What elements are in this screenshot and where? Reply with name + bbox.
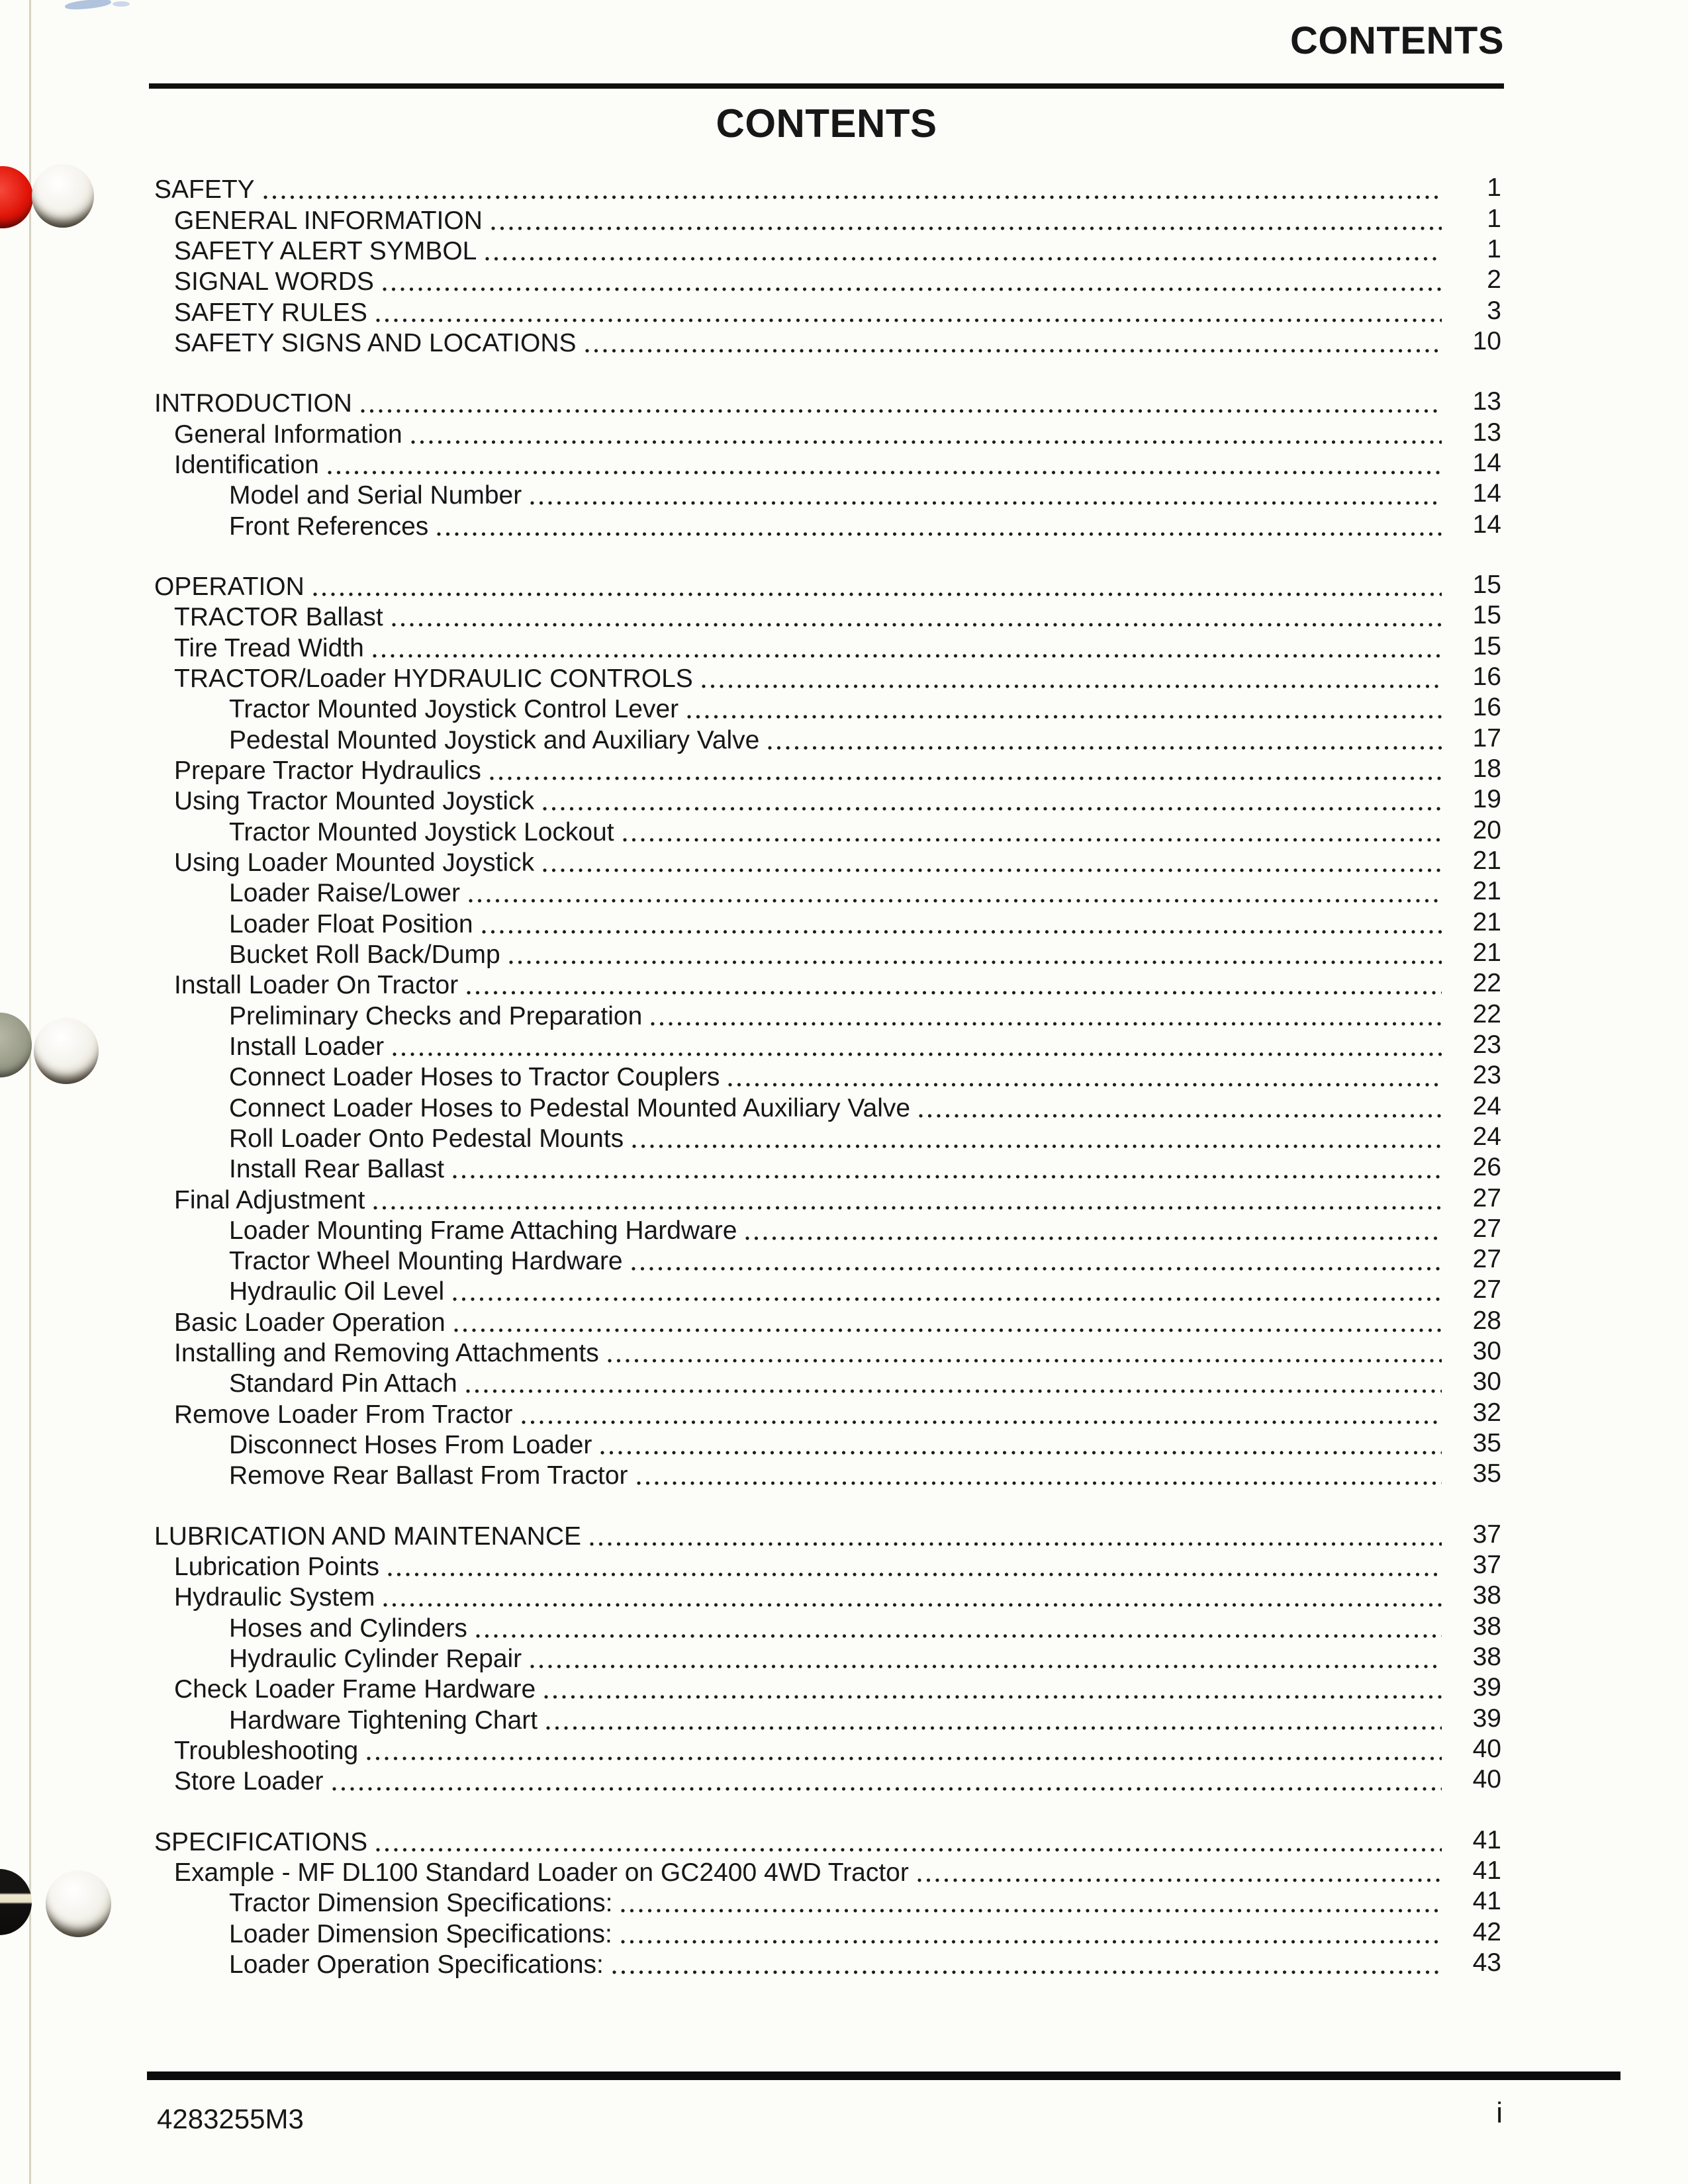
toc-entry [154, 969, 1501, 1003]
toc-entry [154, 418, 1501, 451]
toc-entry-label: Identification [174, 450, 319, 479]
toc-entry-page: 14 [1472, 479, 1501, 508]
toc-entry-label: Remove Loader From Tractor [174, 1400, 513, 1429]
toc-entry [154, 662, 1501, 696]
binder-ring-black [0, 1869, 32, 1935]
toc-entry-label: Connect Loader Hoses to Pedestal Mounted Auxiliary Valve [229, 1093, 911, 1122]
toc-entry [154, 1735, 1501, 1768]
footer-rule [147, 2071, 1620, 2080]
toc-dot-leader [590, 1542, 1442, 1546]
toc-entry-label: Tractor Mounted Joystick Control Lever [229, 695, 679, 724]
toc-entry [154, 570, 1501, 604]
toc-entry-label: SAFETY [154, 175, 255, 205]
toc-entry [154, 877, 1501, 911]
toc-entry-label: OPERATION [154, 572, 305, 601]
toc-dot-leader [623, 838, 1442, 842]
toc-entry [154, 1122, 1501, 1156]
toc-entry-page: 26 [1472, 1153, 1501, 1182]
toc-entry-label: GENERAL INFORMATION [174, 206, 483, 235]
toc-dot-leader [621, 1940, 1442, 1944]
toc-entry [154, 1306, 1501, 1340]
toc-dot-leader [332, 1787, 1442, 1791]
toc-entry [154, 1061, 1501, 1095]
toc-entry [154, 448, 1501, 482]
toc-entry-page: 40 [1472, 1735, 1501, 1764]
toc-dot-leader [313, 592, 1442, 596]
toc-entry-label: Installing and Removing Attachments [174, 1339, 599, 1368]
toc-entry-page: 30 [1472, 1367, 1501, 1396]
toc-dot-leader [453, 1297, 1442, 1301]
toc-entry-page: 35 [1472, 1429, 1501, 1458]
toc-entry-label: Basic Loader Operation [174, 1308, 445, 1337]
toc-entry-page: 43 [1472, 1948, 1501, 1978]
toc-entry [154, 234, 1501, 269]
toc-entry [154, 1612, 1501, 1645]
binder-ring-white [34, 1018, 99, 1084]
toc-entry-page: 15 [1472, 601, 1501, 630]
toc-dot-leader [702, 684, 1442, 688]
toc-entry-label: Model and Serial Number [229, 481, 522, 510]
toc-entry-page: 41 [1472, 1887, 1501, 1916]
toc-entry-page: 32 [1472, 1398, 1501, 1427]
toc-entry-label: Loader Raise/Lower [229, 879, 461, 908]
toc-entry-page: 38 [1472, 1612, 1501, 1641]
toc-entry [154, 1275, 1501, 1309]
toc-entry [154, 1153, 1501, 1187]
toc-entry-label: Hydraulic Oil Level [229, 1277, 445, 1306]
toc-entry-page: 27 [1472, 1214, 1501, 1243]
toc-dot-leader [585, 349, 1442, 353]
toc-entry-page: 19 [1472, 785, 1501, 814]
toc-entry-page: 23 [1472, 1061, 1501, 1090]
toc-entry [154, 785, 1501, 819]
toc-entry-page: 22 [1472, 999, 1501, 1028]
toc-dot-leader [745, 1236, 1442, 1240]
toc-dot-leader [469, 899, 1442, 903]
toc-entry-page: 37 [1472, 1551, 1501, 1580]
toc-entry-label: Install Rear Ballast [229, 1155, 445, 1184]
toc-dot-leader [687, 715, 1442, 719]
toc-dot-leader [621, 1909, 1442, 1913]
toc-dot-leader [454, 1328, 1442, 1332]
toc-section [154, 1520, 1501, 1799]
toc-entry-label: Check Loader Frame Hardware [174, 1675, 536, 1704]
toc-dot-leader [376, 1848, 1442, 1852]
toc-entry [154, 1337, 1501, 1371]
toc-dot-leader [263, 195, 1442, 199]
toc-entry-page: 17 [1472, 723, 1501, 752]
toc-entry-page: 37 [1472, 1520, 1501, 1549]
toc-entry [154, 601, 1501, 635]
toc-dot-leader [328, 471, 1442, 475]
toc-entry-page: 13 [1472, 387, 1501, 416]
toc-entry-label: Install Loader [229, 1032, 385, 1061]
toc-entry-label: Tractor Mounted Joystick Lockout [229, 817, 614, 846]
toc-dot-leader [768, 746, 1442, 750]
toc-entry-page: 1 [1487, 234, 1501, 263]
toc-dot-leader [632, 1267, 1442, 1271]
toc-entry [154, 1398, 1501, 1432]
toc-entry [154, 1214, 1501, 1248]
toc-dot-leader [437, 532, 1442, 536]
toc-entry-label: Remove Rear Ballast From Tractor [229, 1461, 628, 1490]
binder-ring-white [32, 164, 94, 228]
toc-entry-label: Standard Pin Attach [229, 1369, 457, 1398]
toc-entry-label: Tractor Dimension Specifications: [229, 1889, 613, 1918]
toc-entry-page: 15 [1472, 570, 1501, 599]
toc-entry [154, 510, 1501, 543]
toc-entry [154, 938, 1501, 972]
toc-entry-page: 41 [1472, 1825, 1501, 1854]
toc-entry-label: Hydraulic System [174, 1583, 375, 1612]
toc-entry [154, 265, 1501, 299]
toc-entry-page: 38 [1472, 1643, 1501, 1672]
toc-dot-leader [600, 1451, 1442, 1455]
toc-entry-page: 13 [1472, 418, 1501, 447]
toc-dot-leader [376, 318, 1442, 322]
toc-dot-leader [530, 501, 1442, 505]
binder-ring-white [46, 1870, 111, 1937]
footer-page-number: i [1496, 2097, 1503, 2129]
toc-entry-page: 40 [1472, 1765, 1501, 1794]
toc-entry-label: Hoses and Cylinders [229, 1614, 467, 1643]
toc-entry-label: TRACTOR Ballast [174, 603, 383, 632]
toc-entry [154, 296, 1501, 330]
page-edge-line [29, 0, 31, 2184]
toc-entry-label: Lubrication Points [174, 1553, 380, 1582]
toc-dot-leader [651, 1022, 1442, 1026]
toc-dot-leader [485, 257, 1442, 261]
toc-entry [154, 846, 1501, 880]
toc-entry-label: LUBRICATION AND MAINTENANCE [154, 1522, 582, 1551]
toc-entry-label: SPECIFICATIONS [154, 1827, 368, 1856]
toc-dot-leader [632, 1144, 1442, 1148]
toc-dot-leader [373, 654, 1442, 658]
toc-entry-label: Pedestal Mounted Joystick and Auxiliary Valve [229, 725, 760, 754]
toc-entry-page: 42 [1472, 1917, 1501, 1946]
toc-dot-leader [393, 1052, 1442, 1056]
toc-entry-label: Disconnect Hoses From Loader [229, 1431, 592, 1460]
toc-entry-page: 30 [1472, 1337, 1501, 1366]
toc-entry-label: Using Tractor Mounted Joystick [174, 787, 535, 816]
toc-entry [154, 1581, 1501, 1615]
toc-entry-label: Loader Mounting Frame Attaching Hardware [229, 1216, 737, 1245]
toc-entry [154, 1459, 1501, 1493]
toc [154, 173, 1501, 1982]
toc-entry [154, 1704, 1501, 1737]
toc-entry-label: Roll Loader Onto Pedestal Mounts [229, 1124, 624, 1153]
toc-dot-leader [728, 1083, 1442, 1087]
toc-entry-page: 35 [1472, 1459, 1501, 1488]
toc-entry-label: Troubleshooting [174, 1737, 359, 1766]
toc-entry-page: 14 [1472, 448, 1501, 477]
toc-entry-label: Bucket Roll Back/Dump [229, 940, 500, 969]
toc-entry-page: 14 [1472, 510, 1501, 539]
toc-entry [154, 1825, 1501, 1859]
toc-entry-label: Tractor Wheel Mounting Hardware [229, 1247, 623, 1276]
toc-section [154, 387, 1501, 544]
toc-entry [154, 387, 1501, 421]
toc-entry-page: 27 [1472, 1275, 1501, 1304]
toc-entry-label: Example - MF DL100 Standard Loader on GC2400 4WD Tractor [174, 1858, 909, 1888]
toc-entry-label: SAFETY SIGNS AND LOCATIONS [174, 328, 577, 357]
toc-entry-page: 1 [1487, 173, 1501, 203]
toc-entry [154, 479, 1501, 513]
toc-entry [154, 754, 1501, 788]
toc-entry-page: 27 [1472, 1245, 1501, 1274]
toc-entry-label: Loader Dimension Specifications: [229, 1919, 612, 1948]
toc-entry [154, 999, 1501, 1033]
toc-entry-page: 18 [1472, 754, 1501, 783]
toc-entry [154, 907, 1501, 941]
toc-entry-label: SIGNAL WORDS [174, 267, 374, 296]
toc-entry [154, 631, 1501, 665]
toc-section [154, 570, 1501, 1494]
toc-entry-label: Hardware Tightening Chart [229, 1706, 538, 1735]
binder-ring-sage [0, 1013, 32, 1077]
toc-entry [154, 1091, 1501, 1125]
toc-entry-page: 20 [1472, 815, 1501, 844]
toc-dot-leader [543, 807, 1442, 811]
toc-entry [154, 1429, 1501, 1463]
toc-entry-page: 39 [1472, 1704, 1501, 1733]
toc-dot-leader [392, 623, 1442, 627]
scan-smudge [113, 1, 130, 7]
toc-dot-leader [466, 1389, 1442, 1393]
toc-entry-label: Final Adjustment [174, 1185, 365, 1214]
toc-entry [154, 693, 1501, 727]
toc-dot-leader [919, 1114, 1442, 1118]
toc-entry [154, 1367, 1501, 1401]
toc-section [154, 1825, 1501, 1982]
toc-entry-label: Tire Tread Width [174, 633, 364, 662]
toc-entry-label: Preliminary Checks and Preparation [229, 1001, 643, 1030]
toc-entry [154, 1551, 1501, 1584]
header-rule [149, 83, 1504, 89]
toc-entry-page: 39 [1472, 1673, 1501, 1702]
toc-dot-leader [467, 991, 1442, 995]
binder-ring-red [0, 166, 33, 228]
toc-entry [154, 815, 1501, 849]
toc-dot-leader [411, 440, 1442, 444]
toc-dot-leader [453, 1175, 1442, 1179]
toc-entry-page: 21 [1472, 938, 1501, 967]
toc-entry [154, 1643, 1501, 1676]
toc-entry [154, 1887, 1501, 1921]
toc-entry-label: Using Loader Mounted Joystick [174, 848, 535, 877]
toc-entry-page: 27 [1472, 1183, 1501, 1212]
running-header: CONTENTS [1290, 19, 1504, 62]
toc-dot-leader [490, 776, 1442, 780]
toc-entry-page: 28 [1472, 1306, 1501, 1335]
toc-entry [154, 1673, 1501, 1707]
footer-doc-number: 4283255M3 [157, 2103, 304, 2134]
toc-entry [154, 1520, 1501, 1553]
toc-entry-label: Hydraulic Cylinder Repair [229, 1645, 522, 1674]
toc-dot-leader [509, 960, 1442, 964]
toc-entry-page: 16 [1472, 693, 1501, 722]
toc-dot-leader [530, 1664, 1442, 1668]
toc-entry-label: SAFETY RULES [174, 298, 367, 327]
toc-entry [154, 204, 1501, 238]
toc-dot-leader [522, 1420, 1442, 1424]
toc-entry [154, 1030, 1501, 1064]
toc-entry-label: Install Loader On Tractor [174, 971, 459, 1000]
toc-entry-page: 1 [1487, 204, 1501, 233]
toc-entry-page: 38 [1472, 1581, 1501, 1610]
toc-dot-leader [367, 1756, 1442, 1760]
toc-entry [154, 1856, 1501, 1890]
toc-dot-leader [383, 287, 1442, 291]
toc-entry [154, 173, 1501, 207]
toc-dot-leader [544, 1695, 1442, 1699]
toc-entry [154, 1917, 1501, 1951]
toc-entry-page: 2 [1487, 265, 1501, 295]
toc-entry-label: Loader Operation Specifications: [229, 1950, 604, 1979]
toc-entry-label: TRACTOR/Loader HYDRAULIC CONTROLS [174, 664, 693, 693]
toc-dot-leader [388, 1572, 1442, 1576]
toc-entry-label: General Information [174, 420, 402, 449]
toc-dot-leader [543, 868, 1442, 872]
toc-entry-page: 22 [1472, 969, 1501, 998]
toc-entry-label: INTRODUCTION [154, 389, 352, 418]
toc-entry-page: 15 [1472, 631, 1501, 660]
page-title: CONTENTS [716, 101, 937, 146]
toc-entry-page: 24 [1472, 1091, 1501, 1120]
toc-dot-leader [383, 1603, 1442, 1607]
toc-entry-label: Prepare Tractor Hydraulics [174, 756, 481, 785]
toc-dot-leader [361, 409, 1442, 413]
toc-dot-leader [476, 1634, 1442, 1638]
toc-entry-label: Loader Float Position [229, 909, 473, 938]
toc-entry-page: 23 [1472, 1030, 1501, 1059]
toc-entry [154, 326, 1501, 361]
toc-entry [154, 1948, 1501, 1982]
toc-entry-label: Store Loader [174, 1767, 324, 1796]
toc-dot-leader [608, 1359, 1442, 1363]
toc-dot-leader [637, 1481, 1442, 1485]
toc-entry [154, 723, 1501, 757]
toc-entry-page: 24 [1472, 1122, 1501, 1151]
toc-entry-page: 21 [1472, 907, 1501, 936]
toc-dot-leader [546, 1726, 1442, 1730]
toc-dot-leader [491, 226, 1442, 230]
toc-dot-leader [482, 930, 1442, 934]
toc-entry-label: Connect Loader Hoses to Tractor Couplers [229, 1063, 720, 1092]
toc-entry-label: SAFETY ALERT SYMBOL [174, 236, 477, 265]
toc-entry [154, 1183, 1501, 1217]
toc-entry-label: Front References [229, 512, 429, 541]
toc-entry-page: 3 [1487, 296, 1501, 325]
toc-entry-page: 10 [1472, 326, 1501, 355]
toc-entry-page: 21 [1472, 846, 1501, 875]
toc-section [154, 173, 1501, 361]
scan-smudge [65, 0, 112, 11]
toc-entry [154, 1765, 1501, 1799]
toc-entry [154, 1245, 1501, 1279]
toc-dot-leader [917, 1878, 1442, 1882]
toc-entry-page: 21 [1472, 877, 1501, 906]
toc-dot-leader [373, 1206, 1442, 1210]
toc-entry-page: 41 [1472, 1856, 1501, 1886]
toc-entry-page: 16 [1472, 662, 1501, 691]
toc-dot-leader [612, 1970, 1442, 1974]
